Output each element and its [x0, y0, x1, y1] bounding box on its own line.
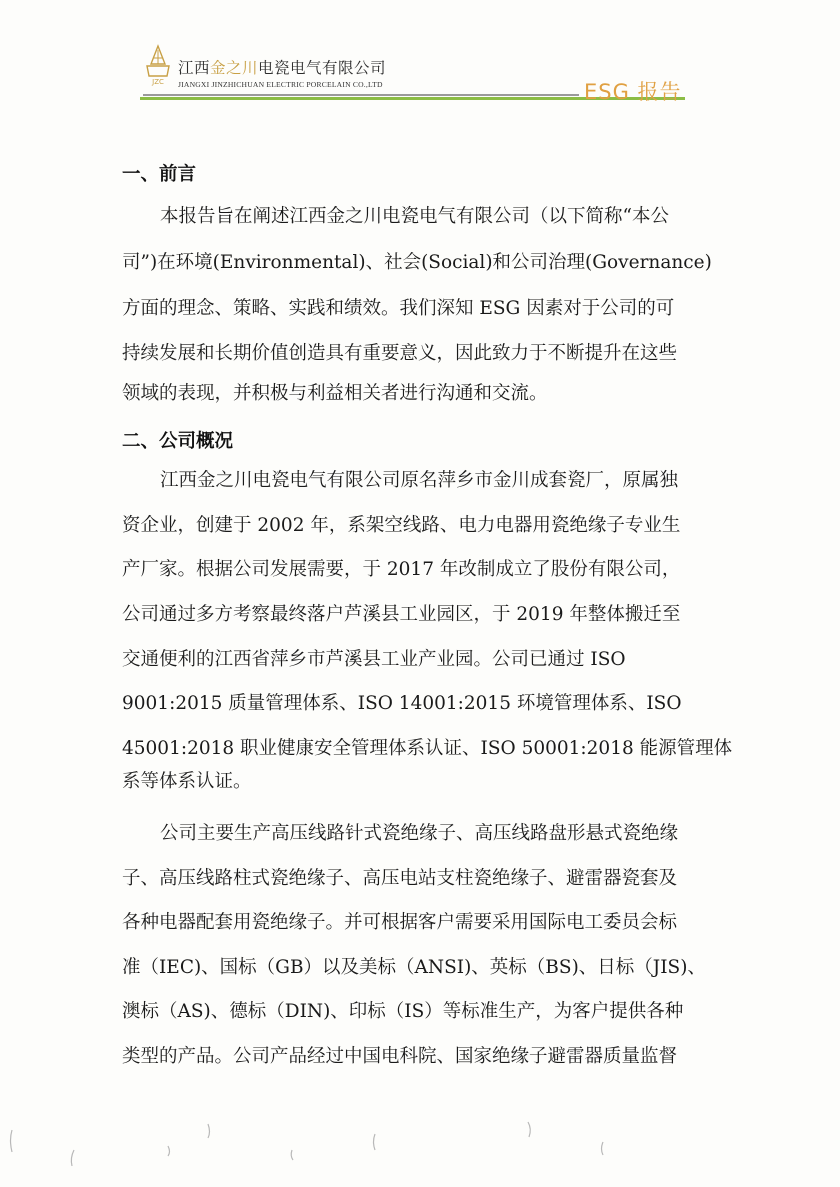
paragraph-line: 系等体系认证。 — [122, 771, 252, 792]
scan-specks — [0, 1110, 840, 1187]
paragraph-line: 准（IEC)、国标（GB）以及美标（ANSI)、英标（BS)、日标（JIS)、 — [122, 957, 706, 978]
paragraph-line: 产厂家。根据公司发展需要，于 2017 年改制成立了股份有限公司， — [122, 559, 681, 580]
logo-text: JZC — [152, 78, 164, 86]
paragraph-line: 各种电器配套用瓷绝缘子。并可根据客户需要采用国际电工委员会标 — [122, 912, 678, 933]
company-name-cn — [178, 56, 386, 78]
paragraph-line: 方面的理念、策略、实践和绩效。我们深知 ESG 因素对于公司的可 — [122, 298, 675, 319]
paragraph-line: 子、高压线路柱式瓷绝缘子、高压电站支柱瓷绝缘子、避雷器瓷套及 — [122, 868, 678, 889]
paragraph-line: 澳标（AS)、德标（DIN)、印标（IS）等标准生产，为客户提供各种 — [122, 1001, 684, 1022]
company-name-prefix: 江西 — [178, 59, 211, 77]
paragraph-line: 交通便利的江西省萍乡市芦溪县工业产业园。公司已通过 ISO — [122, 649, 626, 670]
company-logo — [143, 44, 173, 86]
paragraph-line: 持续发展和长期价值创造具有重要意义，因此致力于不断提升在这些 — [122, 343, 678, 364]
section-heading-overview: 二、公司概况 — [122, 431, 234, 452]
esg-report-label: ESG 报告 — [584, 80, 682, 104]
section-heading-preface: 一、前言 — [122, 164, 197, 185]
paragraph-line: 类型的产品。公司产品经过中国电科院、国家绝缘子避雷器质量监督 — [122, 1046, 678, 1067]
company-name-gold: 金之川 — [210, 59, 259, 77]
company-name-en: JIANGXI JINZHICHUAN ELECTRIC PORCELAIN CO.,LTD — [178, 80, 383, 89]
paragraph-line: 公司主要生产高压线路针式瓷绝缘子、高压线路盘形悬式瓷绝缘 — [160, 823, 679, 844]
company-name-suffix: 电瓷电气有限公司 — [258, 59, 387, 77]
paragraph-line: 司”)在环境(Environmental)、社会(Social)和公司治理(Governance) — [122, 252, 712, 273]
paragraph-line: 江西金之川电瓷电气有限公司原名萍乡市金川成套瓷厂，原属独 — [160, 470, 679, 491]
paragraph-line: 资企业，创建于 2002 年，系架空线路、电力电器用瓷绝缘子专业生 — [122, 515, 681, 536]
paragraph-line: 本报告旨在阐述江西金之川电瓷电气有限公司（以下简称“本公 — [160, 206, 669, 227]
paragraph-line: 公司通过多方考察最终落户芦溪县工业园区，于 2019 年整体搬迁至 — [122, 604, 681, 625]
paragraph-line: 9001:2015 质量管理体系、ISO 14001:2015 环境管理体系、ISO — [122, 693, 682, 714]
header-rule-gray — [143, 94, 579, 96]
paragraph-line: 45001:2018 职业健康安全管理体系认证、ISO 50001:2018 能源管理体 — [122, 738, 733, 759]
paragraph-line: 领域的表现，并积极与利益相关者进行沟通和交流。 — [122, 383, 548, 404]
page-header — [0, 0, 840, 110]
